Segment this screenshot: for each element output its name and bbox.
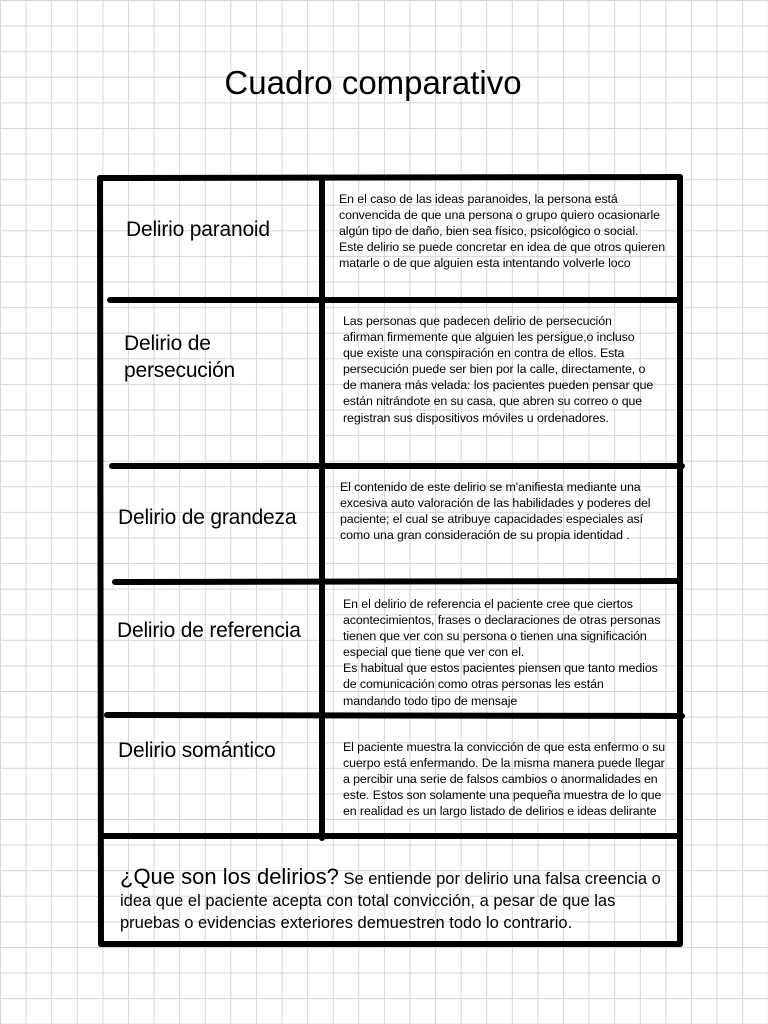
row-label-delirio-paranoid: Delirio paranoid <box>126 218 270 241</box>
definition-question: ¿Que son los delirios? <box>120 864 339 889</box>
definition-answer: Se entiende por delirio una falsa creencia o idea que el paciente acepta con total convicción, a pesar de que las pruebas o evidencias exteriores demuestren todo lo contrario. <box>120 870 661 932</box>
row-label-delirio-somantico: Delirio somántico <box>118 739 276 762</box>
row-description-delirio-grandeza: El contenido de este delirio se m'anifiesta mediante una excesiva auto valoración de las habilidades y poderes del paciente; el cual se atribuye capacidades especiales así como una gran consideración de su propia identidad . <box>340 480 651 543</box>
row-label-delirio-referencia: Delirio de referencia <box>117 619 301 642</box>
row-label-delirio-persecucion: Delirio de persecución <box>124 332 236 382</box>
row-label-delirio-grandeza: Delirio de grandeza <box>118 506 297 529</box>
page-title: Cuadro comparativo <box>224 64 522 101</box>
definition-paragraph <box>120 866 672 934</box>
row-description-delirio-somantico: El paciente muestra la convicción de que esta enfermo o su cuerpo está enfermando. De la misma manera puede llegar a percibir una serie de falsos cambios o anormalidades en este. Estos son solamente una pequeña muestra de lo que en realidad es un largo listado de delirios e ideas delirante <box>343 740 666 819</box>
row-description-delirio-referencia: En el delirio de referencia el paciente cree que ciertos acontecimientos, frases o declaraciones de otras personas tienen que ver con su persona o tienen una significación especial que tiene que ver con el. Es habitual que estos pacientes piensen que tanto medios de comunicación como otras personas les están mandando todo tipo de mensaje <box>343 597 661 708</box>
row-description-delirio-paranoid: En el caso de las ideas paranoides, la persona está convencida de que una persona o grupo quiero ocasionarle algún tipo de daño, bien sea físico, psicológico o social. Este delirio se puede concretar en idea de que otros quieren matarle o de que alguien esta intentando volverle loco <box>339 192 666 271</box>
row-description-delirio-persecucion: Las personas que padecen delirio de persecución afirman firmemente que alguien les persigue,o incluso que existe una conspiración en contra de ellos. Esta persecución puede ser bien por la calle, directamente, o de manera más velada: los pacientes pueden pensar que están nitrándote en su casa, que abren su correo o que registran sus dispositivos móviles u ordenadores. <box>343 314 654 425</box>
